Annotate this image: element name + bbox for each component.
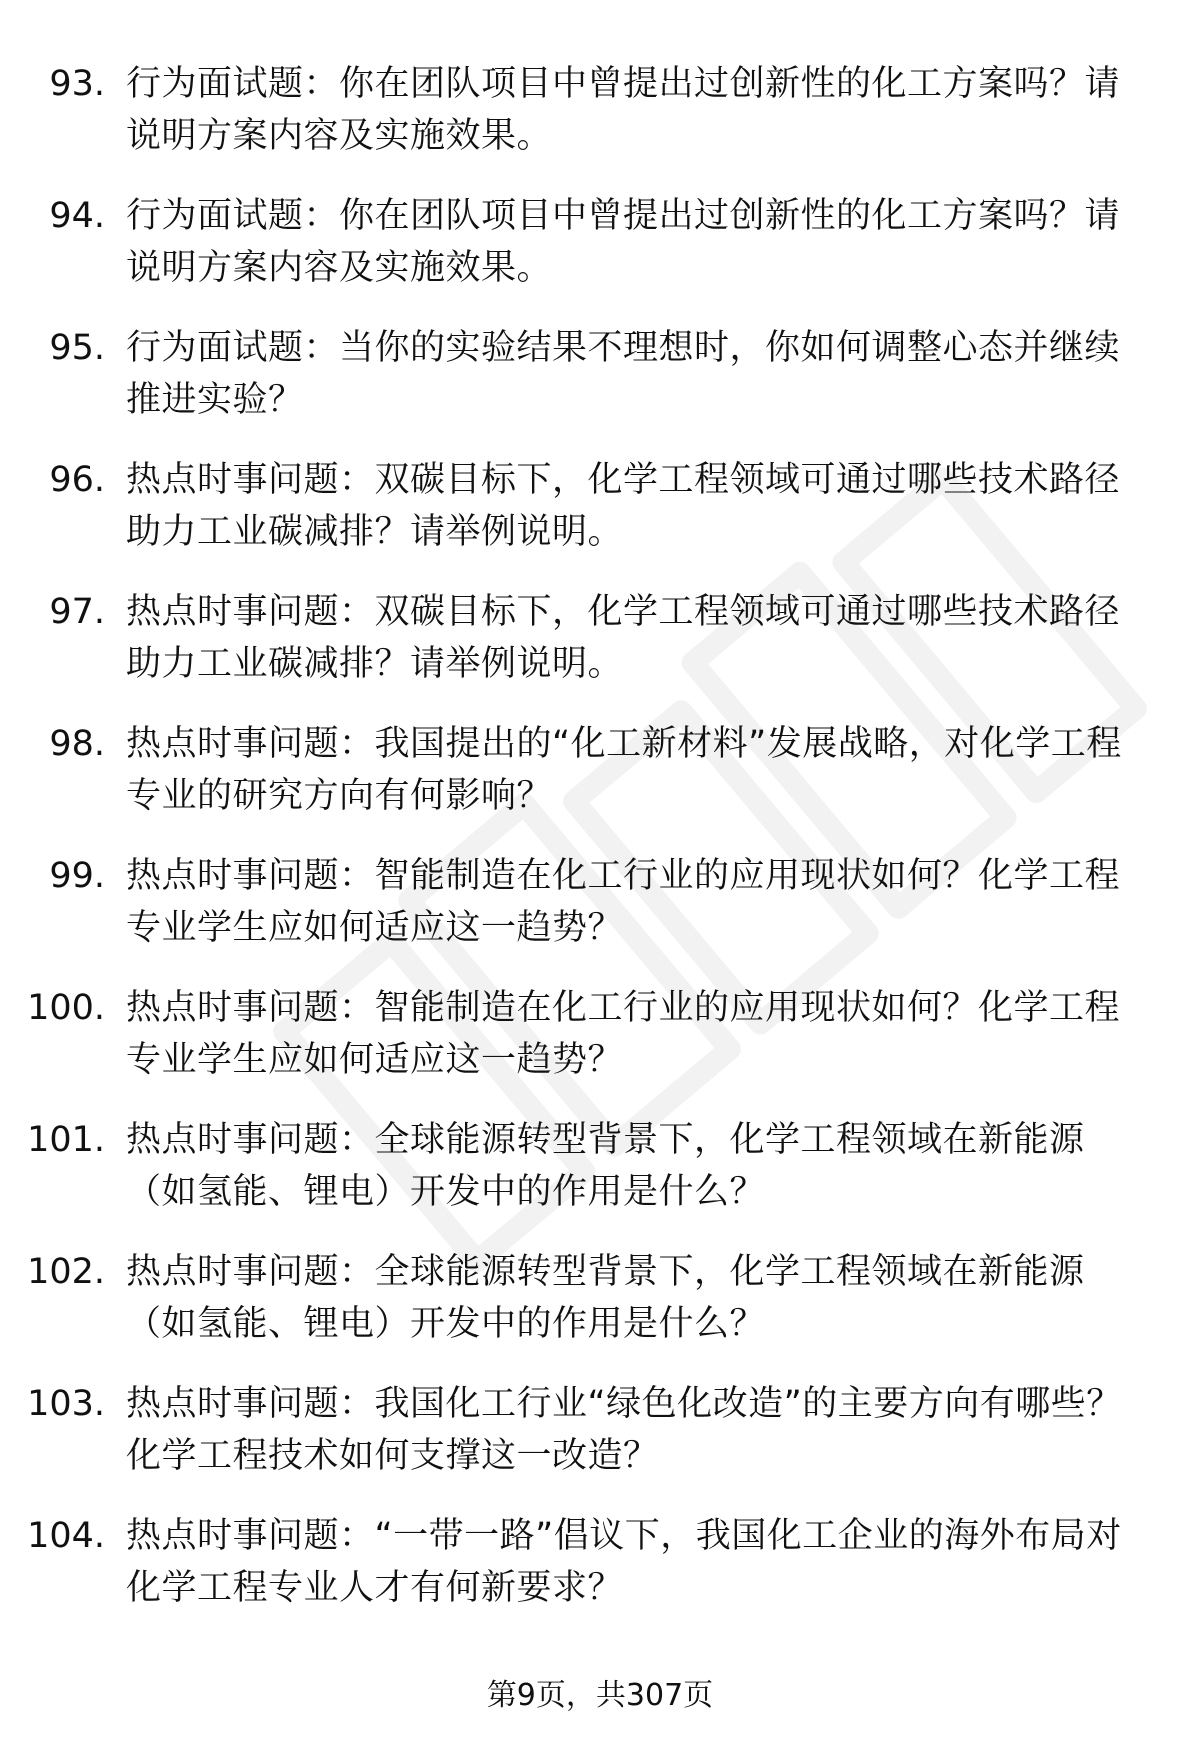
question-text: 热点时事问题：“一带一路”倡议下，我国化工企业的海外布局对化学工程专业人才有何新要求？	[126, 1516, 1122, 1608]
question-text: 热点时事问题：双碳目标下，化学工程领域可通过哪些技术路径助力工业碳减排？请举例说明。	[126, 460, 1121, 552]
question-item-97	[0, 586, 1200, 718]
question-item-94	[0, 190, 1200, 322]
question-text: 行为面试题：当你的实验结果不理想时，你如何调整心态并继续推进实验？	[126, 328, 1121, 420]
question-text: 热点时事问题：全球能源转型背景下，化学工程领域在新能源（如氢能、锂电）开发中的作用是什么？	[126, 1252, 1085, 1344]
question-number: 97.	[49, 592, 105, 632]
question-text: 热点时事问题：智能制造在化工行业的应用现状如何？化学工程专业学生应如何适应这一趋势？	[126, 988, 1121, 1080]
question-number: 101.	[27, 1120, 105, 1160]
question-number: 95.	[49, 328, 105, 368]
question-number: 99.	[49, 856, 105, 896]
question-list	[0, 58, 1200, 1642]
question-number: 103.	[27, 1384, 105, 1424]
question-text: 热点时事问题：全球能源转型背景下，化学工程领域在新能源（如氢能、锂电）开发中的作用是什么？	[126, 1120, 1085, 1212]
question-item-100	[0, 982, 1200, 1114]
question-number: 100.	[27, 988, 105, 1028]
question-number: 94.	[49, 196, 105, 236]
question-item-93	[0, 58, 1200, 190]
question-text: 热点时事问题：智能制造在化工行业的应用现状如何？化学工程专业学生应如何适应这一趋势？	[126, 856, 1121, 948]
question-number: 98.	[49, 724, 105, 764]
question-item-99	[0, 850, 1200, 982]
question-item-95	[0, 322, 1200, 454]
question-item-104	[0, 1510, 1200, 1642]
question-item-102	[0, 1246, 1200, 1378]
question-number: 96.	[49, 460, 105, 500]
question-number: 104.	[27, 1516, 105, 1556]
question-item-96	[0, 454, 1200, 586]
question-text: 热点时事问题：双碳目标下，化学工程领域可通过哪些技术路径助力工业碳减排？请举例说明。	[126, 592, 1121, 684]
question-item-98	[0, 718, 1200, 850]
question-item-103	[0, 1378, 1200, 1510]
page-footer: 第9页，共307页	[486, 1678, 714, 1713]
question-text: 行为面试题：你在团队项目中曾提出过创新性的化工方案吗？请说明方案内容及实施效果。	[126, 64, 1121, 156]
question-number: 93.	[49, 64, 105, 104]
question-item-101	[0, 1114, 1200, 1246]
question-number: 102.	[27, 1252, 105, 1292]
question-text: 热点时事问题：我国提出的“化工新材料”发展战略，对化学工程专业的研究方向有何影响？	[126, 724, 1122, 816]
question-text: 行为面试题：你在团队项目中曾提出过创新性的化工方案吗？请说明方案内容及实施效果。	[126, 196, 1121, 288]
question-text: 热点时事问题：我国化工行业“绿色化改造”的主要方向有哪些？化学工程技术如何支撑这一改造？	[126, 1384, 1122, 1476]
